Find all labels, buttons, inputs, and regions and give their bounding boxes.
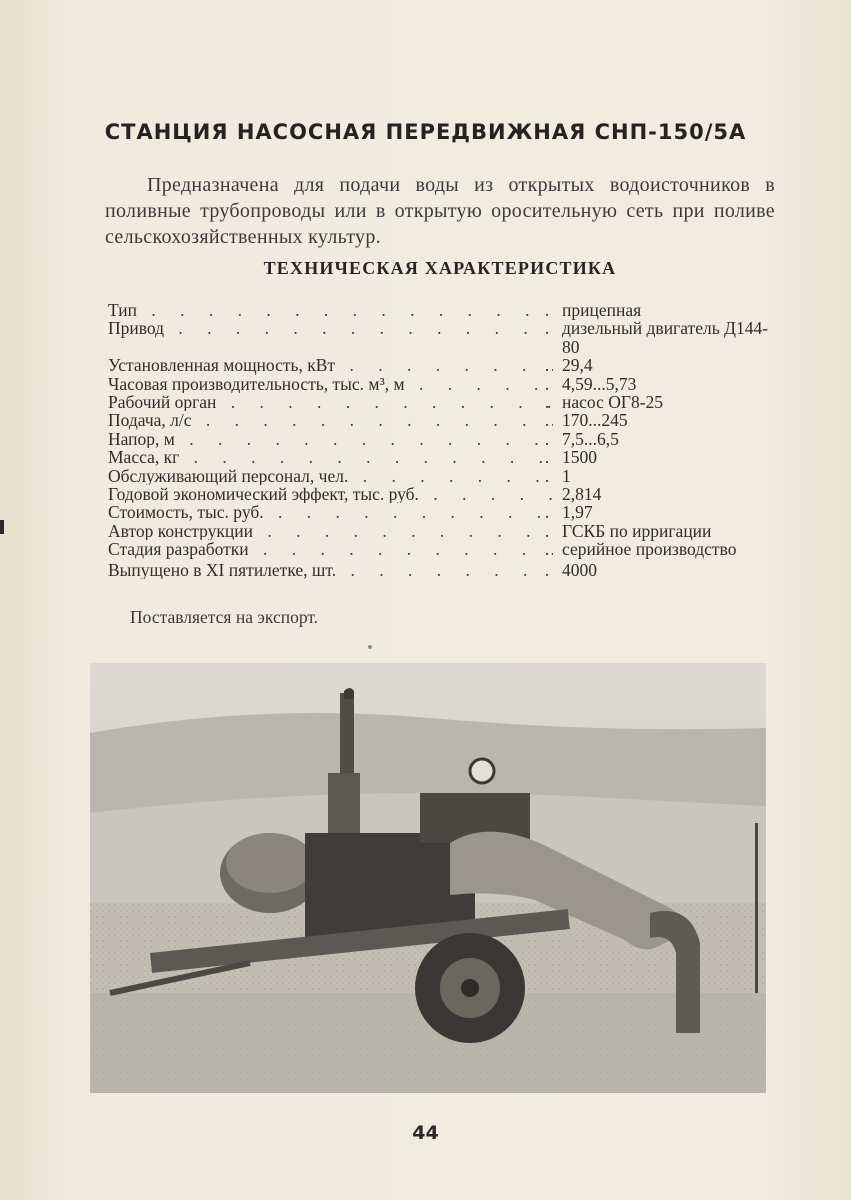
spec-value: ГСКБ по ирригации bbox=[562, 520, 712, 541]
spec-row bbox=[108, 411, 770, 429]
spec-value: насос ОГ8-25 bbox=[562, 392, 664, 413]
spec-row bbox=[108, 561, 770, 579]
spec-value: 1500 bbox=[562, 447, 597, 468]
spec-row bbox=[108, 448, 770, 466]
leader-dot: . bbox=[544, 520, 550, 541]
spec-row bbox=[108, 319, 770, 356]
spec-label: Привод . . . bbox=[108, 319, 553, 337]
spec-value: 4,59...5,73 bbox=[562, 373, 637, 394]
leader-dot: . bbox=[544, 465, 550, 486]
spec-value: 29,4 bbox=[562, 355, 593, 376]
spec-label: Автор конструкции . . . bbox=[108, 522, 553, 540]
leader-dot: . bbox=[544, 447, 550, 468]
leader-dot: . bbox=[544, 300, 550, 320]
spec-row bbox=[108, 356, 770, 374]
leader-dot: . bbox=[544, 355, 550, 376]
spec-heading: ТЕХНИЧЕСКАЯ ХАРАКТЕРИСТИКА bbox=[263, 258, 617, 278]
spec-value: 4000 bbox=[562, 559, 597, 580]
leader-dot: . bbox=[544, 318, 550, 339]
spec-value: 170...245 bbox=[562, 410, 628, 431]
spec-row bbox=[108, 485, 770, 503]
spec-row bbox=[108, 393, 770, 411]
page-title: СТАНЦИЯ НАСОСНАЯ ПЕРЕДВИЖНАЯ СНП-150/5А bbox=[104, 120, 747, 144]
export-note: Поставляется на экспорт. bbox=[130, 607, 319, 627]
spec-label: Стадия разработки . . . bbox=[108, 540, 553, 558]
spec-value: 1 bbox=[562, 465, 571, 486]
spec-row bbox=[108, 540, 770, 558]
spec-label: Масса, кг . . . bbox=[108, 448, 553, 466]
pump-station-illustration bbox=[90, 663, 766, 1093]
gauge bbox=[470, 759, 494, 783]
scan-speck bbox=[368, 645, 372, 649]
spec-value: 7,5...6,5 bbox=[562, 428, 619, 449]
spec-row bbox=[108, 430, 770, 448]
spec-table bbox=[108, 301, 770, 579]
pump-station-photo bbox=[90, 663, 766, 1093]
spec-value: дизельный двигатель Д144-80 bbox=[562, 318, 769, 357]
spec-label: Рабочий орган . . . bbox=[108, 393, 553, 411]
spec-row bbox=[108, 375, 770, 393]
spec-value: прицепная bbox=[562, 300, 642, 320]
spec-label: Стоимость, тыс. руб. . . . bbox=[108, 503, 553, 521]
spec-label: Обслуживающий персонал, чел. . . . bbox=[108, 467, 553, 485]
leader-dot: . bbox=[544, 428, 550, 449]
spec-label: Тип . . . bbox=[108, 301, 553, 319]
spec-row bbox=[108, 503, 770, 521]
spec-label: Выпущено в XI пятилетке, шт. . . . bbox=[108, 561, 553, 579]
spec-value: 2,814 bbox=[562, 484, 602, 505]
leader-dot: . bbox=[544, 539, 550, 560]
spec-label: Годовой экономический эффект, тыс. руб. . . . bbox=[108, 485, 553, 503]
spec-row bbox=[108, 522, 770, 540]
scan-edge-mark bbox=[0, 520, 4, 534]
spec-label: Установленная мощность, кВт . . . bbox=[108, 356, 553, 374]
spec-row bbox=[108, 467, 770, 485]
leader-dot: . bbox=[544, 502, 550, 523]
leader-dot: . bbox=[544, 410, 550, 431]
page-number: 44 bbox=[412, 1122, 439, 1144]
intro-paragraph: Предназначена для подачи воды из открытых водоисточников в поливные трубопроводы или в открытую оросительную сеть при поливе сельскохозяйственных культур. bbox=[105, 174, 775, 248]
spec-label: Подача, л/с . . . bbox=[108, 411, 553, 429]
spec-label: Часовая производительность, тыс. м³, м . . . bbox=[108, 375, 553, 393]
leader-dot: . bbox=[544, 392, 550, 413]
spec-value: серийное производство bbox=[562, 539, 737, 560]
spec-label: Напор, м . . . bbox=[108, 430, 553, 448]
spec-value: 1,97 bbox=[562, 502, 593, 523]
pole bbox=[755, 823, 758, 993]
leader-dot: . bbox=[544, 373, 550, 394]
leader-dot: . bbox=[544, 559, 550, 580]
spec-row bbox=[108, 301, 770, 319]
